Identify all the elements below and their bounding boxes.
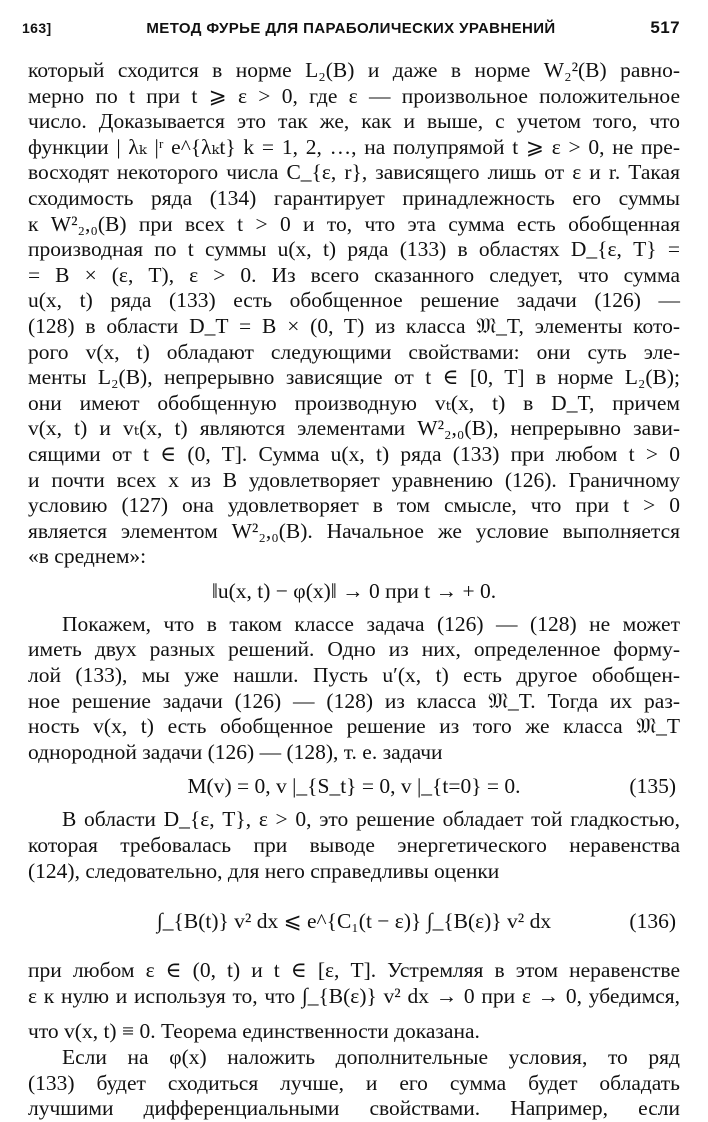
- equation-formula: M(v) = 0, v |_{S_t} = 0, v |_{t=0} = 0.: [187, 774, 521, 799]
- text-line: мерно по t при t ⩾ ε > 0, где ε — произвольное положительное: [28, 83, 680, 108]
- equation-136: [28, 884, 680, 958]
- text-line: v(x, t) и vₜ(x, t) являются элементами W²₂,₀(B), непрерывно зави-: [28, 416, 680, 441]
- text-line: иметь двух разных решений. Одно из них, определенное форму-: [28, 637, 680, 662]
- text-line: В области D_{ε, T}, ε > 0, это решение обладает той гладкостью,: [62, 807, 680, 832]
- equation-number: (136): [629, 909, 676, 934]
- paragraph-5: [28, 1045, 680, 1122]
- text-line: менты L₂(B), непрерывно зависящие от t ∈ [0, T] в норме L₂(B);: [28, 365, 680, 390]
- text-line: u(x, t) ряда (133) есть обобщенное решение задачи (126) —: [28, 288, 680, 313]
- text-line: восходят некоторого числа C_{ε, r}, зависящего лишь от ε и r. Такая: [28, 160, 680, 185]
- text-line: функции | λₖ |ʳ e^{λₖt} k = 1, 2, …, на полупрямой t ⩾ ε > 0, не пре-: [28, 134, 680, 159]
- text-line: «в среднем»:: [28, 544, 147, 569]
- equation-formula: ‖u(x, t) − φ(x)‖ → 0 при t → + 0.: [211, 578, 497, 603]
- page-body: [28, 58, 680, 1122]
- text-line: они имеют обобщенную производную vₜ(x, t) в D_T, причем: [28, 390, 680, 415]
- text-line: ное решение задачи (126) — (128) из класса 𝔐_T. Тогда их раз-: [28, 688, 680, 713]
- text-line: условию (127) она удовлетворяет в том смысле, что при t > 0: [28, 493, 680, 518]
- running-title: МЕТОД ФУРЬЕ ДЛЯ ПАРАБОЛИЧЕСКИХ УРАВНЕНИЙ: [146, 20, 556, 37]
- text-line: Если на φ(x) наложить дополнительные условия, то ряд: [62, 1045, 680, 1069]
- text-line: является элементом W²₂,₀(B). Начальное же условие выполняется: [28, 518, 680, 543]
- text-line: рого v(x, t) обладают следующими свойствами: они суть эле-: [28, 339, 680, 364]
- text-line: к W²₂,₀(B) при всех t > 0 и то, что эта сумма есть обобщенная: [28, 211, 680, 236]
- paragraph-4: [28, 958, 680, 1045]
- text-line: число. Доказывается это так же, как и выше, с учетом того, что: [28, 109, 680, 134]
- section-number: 163]: [22, 20, 52, 36]
- paragraph-3: [28, 807, 680, 884]
- text-line: Покажем, что в таком классе задача (126) — (128) не может: [62, 611, 680, 636]
- equation-135: [28, 765, 680, 807]
- text-line: однородной задачи (126) — (128), т. е. задачи: [28, 739, 443, 764]
- equation-number: (135): [629, 774, 676, 799]
- text-line: = B × (ε, T), ε > 0. Из всего сказанного следует, что сумма: [28, 262, 680, 287]
- page-number: 517: [650, 18, 680, 37]
- text-line: при любом ε ∈ (0, t) и t ∈ [ε, T]. Устремляя в этом неравенстве: [28, 958, 680, 983]
- paragraph-2: [28, 612, 680, 766]
- text-line: что v(x, t) ≡ 0. Теорема единственности доказана.: [28, 1019, 480, 1044]
- text-line: ность v(x, t) есть обобщенное решение из того же класса 𝔐_T: [28, 714, 680, 739]
- text-line: лой (133), мы уже нашли. Пусть u′(x, t) есть другое обобщен-: [28, 663, 680, 688]
- text-line: ε к нулю и используя то, что ∫_{B(ε)} v² dx → 0 при ε → 0, убедимся,: [28, 983, 680, 1008]
- equation-norm-convergence: [28, 570, 680, 612]
- text-line: (133) будет сходиться лучше, и его сумма будет обладать: [28, 1070, 680, 1095]
- text-line: который сходится в норме L₂(B) и даже в норме W₂²(B) равно-: [28, 58, 680, 82]
- text-line: (128) в области D_T = B × (0, T) из класса 𝔐_T, элементы кото-: [28, 313, 680, 338]
- equation-formula: ∫_{B(t)} v² dx ⩽ e^{C₁(t − ε)} ∫_{B(ε)} v² dx: [156, 909, 552, 934]
- text-line: производная по t суммы u(x, t) ряда (133) в областях D_{ε, T} =: [28, 237, 680, 262]
- text-line: лучшими дифференциальными свойствами. Например, если: [28, 1096, 680, 1121]
- text-line: и почти всех x из B удовлетворяет уравнению (126). Граничному: [28, 467, 680, 492]
- text-line: сящими от t ∈ (0, T]. Сумма u(x, t) ряда (133) при любом t > 0: [28, 441, 680, 466]
- text-line: сходимость ряда (134) гарантирует принадлежность его суммы: [28, 185, 680, 210]
- paragraph-1: [28, 58, 680, 570]
- text-line: которая требовалась при выводе энергетического неравенства: [28, 833, 680, 858]
- text-line: (124), следовательно, для него справедливы оценки: [28, 858, 500, 883]
- running-header: [22, 18, 680, 44]
